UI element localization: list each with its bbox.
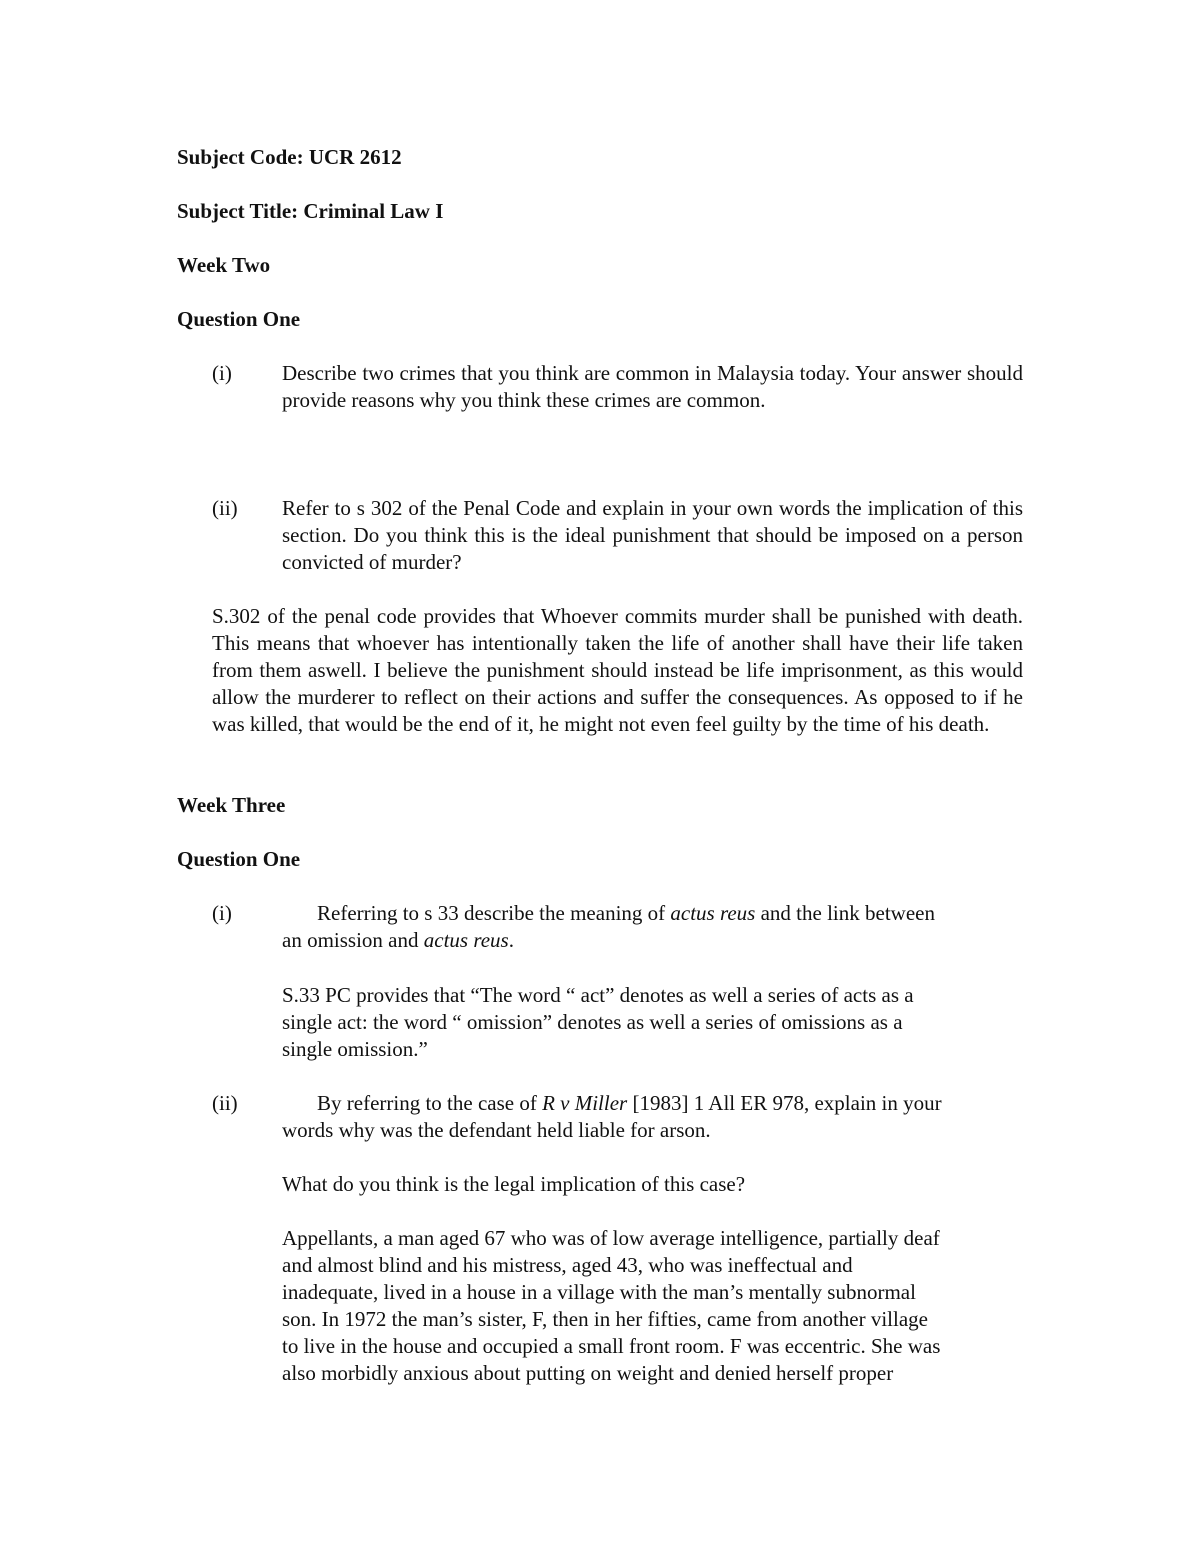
week-three-answer-line: inadequate, lived in a house in a village with the man’s mentally subnormal: [282, 1280, 916, 1304]
week-two-q2-number: (ii): [212, 496, 238, 520]
week-three-q2-number: (ii): [212, 1091, 238, 1115]
week-two-q2-text: Refer to s 302 of the Penal Code and explain in your own words the implication of this section. Do you think this is the ideal punishment that should be imposed on a person convicted of murder?: [282, 496, 1023, 574]
week-three-q2-text-line1: By referring to the case of R v Miller [1983] 1 All ER 978, explain in your: [317, 1091, 942, 1115]
week-three-answer-line: Appellants, a man aged 67 who was of low average intelligence, partially deaf: [282, 1226, 940, 1250]
week-two-question-heading: Question One: [177, 307, 301, 331]
week-three-q1-answer-line: S.33 PC provides that “The word “ act” denotes as well a series of acts as a: [282, 983, 914, 1007]
week-three-answer-line: also morbidly anxious about putting on weight and denied herself proper: [282, 1361, 894, 1385]
week-three-q1-answer-line: single act: the word “ omission” denotes as well a series of omissions as a: [282, 1010, 903, 1034]
week-two-heading: Week Two: [177, 253, 271, 277]
week-three-q2-followup: What do you think is the legal implication of this case?: [282, 1172, 746, 1196]
week-three-answer-line: and almost blind and his mistress, aged 43, who was ineffectual and: [282, 1253, 853, 1277]
week-three-answer-line: to live in the house and occupied a small front room. F was eccentric. She was: [282, 1334, 941, 1358]
week-three-q2-text-line2: words why was the defendant held liable for arson.: [282, 1118, 711, 1142]
week-three-q1-number: (i): [212, 901, 232, 925]
week-three-q1-text-line2: an omission and actus reus.: [282, 928, 514, 952]
week-three-question-heading: Question One: [177, 847, 301, 871]
week-three-heading: Week Three: [177, 793, 286, 817]
week-two-answer: S.302 of the penal code provides that Whoever commits murder shall be punished with death. This means that whoever has intentionally taken the life of another shall have their life taken from them aswell. I believe the punishment should instead be life imprisonment, as this would allow the murderer to reflect on their actions and suffer the consequences. As opposed to if he was killed, that would be the end of it, he might not even feel guilty by the time of his death.: [212, 604, 1023, 736]
week-two-q1-text: Describe two crimes that you think are common in Malaysia today. Your answer should provide reasons why you think these crimes are common.: [282, 361, 1023, 412]
subject-code: Subject Code: UCR 2612: [177, 145, 402, 169]
week-three-q1-answer-line: single omission.”: [282, 1037, 428, 1061]
subject-title: Subject Title: Criminal Law I: [177, 199, 444, 223]
week-three-answer-line: son. In 1972 the man’s sister, F, then in her fifties, came from another village: [282, 1307, 928, 1331]
week-two-q1-number: (i): [212, 361, 232, 385]
week-three-q1-text-line1: Referring to s 33 describe the meaning of actus reus and the link between: [317, 901, 935, 925]
